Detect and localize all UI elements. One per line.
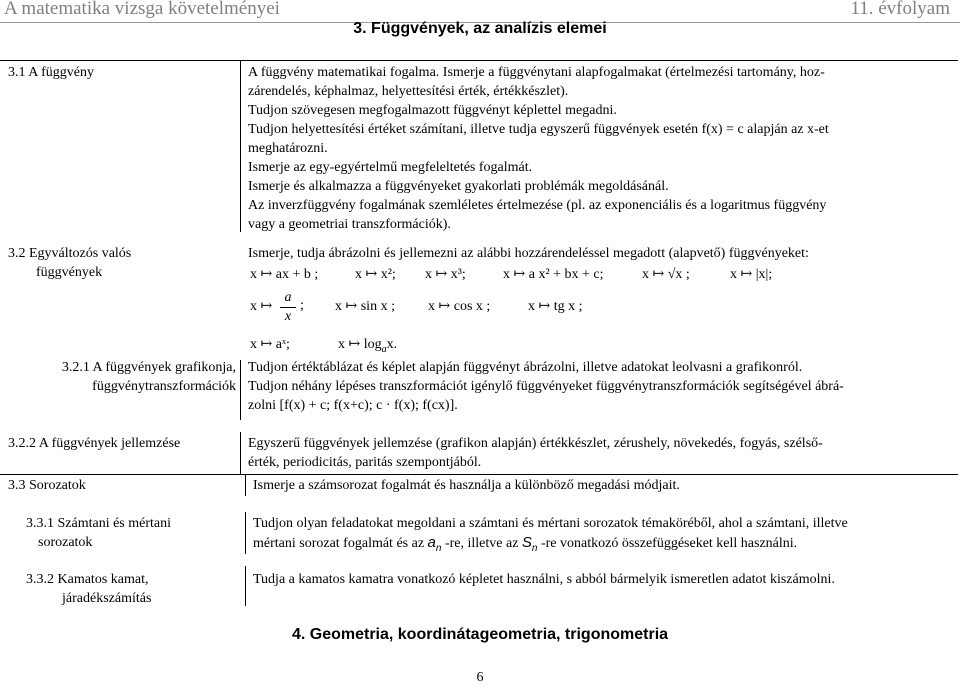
section-title: 3. Függvények, az analízis elemei <box>353 20 607 37</box>
formula-square: x ↦ x²; <box>355 267 396 282</box>
text-segment: mértani sorozat fogalmát és az <box>253 536 428 551</box>
formula-cube: x ↦ x³; <box>425 267 466 282</box>
label-line: 3.2 Egyváltozós valós <box>8 246 132 261</box>
text-segment: -re vonatkozó összefüggéseket kell használni. <box>537 536 798 551</box>
table-top-rule <box>0 60 958 61</box>
formula-logarithm <box>338 336 397 355</box>
term-s: S <box>521 534 532 551</box>
column-divider <box>245 474 246 496</box>
label-line: 3.2.1 A függvények grafikonja, <box>61 360 236 375</box>
row-description-3-3-1 <box>253 514 958 558</box>
row-description-3-2-2 <box>248 434 953 472</box>
term-s-subscript: n <box>531 542 538 554</box>
row-label-3-2-2: 3.2.2 A függvények jellemzése <box>8 436 181 451</box>
desc-line: meghatározni. <box>248 141 328 156</box>
label-line: 3.3.2 Kamatos kamat, <box>26 572 149 587</box>
desc-line: Egyszerű függvények jellemzése (grafikon alapján) értékkészlet, zérushely, növekedés, fogyás, szélső- <box>248 436 823 451</box>
running-header-title: A matematika vizsga követelményei <box>4 0 280 19</box>
row-description-3-3-2: Tudja a kamatos kamatra vonatkozó képletet használni, s abból bármelyik ismeretlen adatot kiszámolni. <box>253 572 835 587</box>
log-text: x ↦ log <box>338 337 382 352</box>
desc-line: Ismerje az egy-egyértelmű megfeleltetés fogalmát. <box>248 160 533 175</box>
formula-sqrt: x ↦ √x ; <box>642 267 690 282</box>
next-section-title: 4. Geometria, koordinátageometria, trigonometria <box>291 626 669 643</box>
formula-reciprocal-end: ; <box>300 298 304 313</box>
desc-line: vagy a geometriai transzformációk). <box>248 217 451 232</box>
row-intro-3-2: Ismerje, tudja ábrázolni és jellemezni az alábbi hozzárendeléssel megadott (alapvető) függvényeket: <box>248 246 809 261</box>
label-line: sorozatok <box>38 535 93 550</box>
log-arg: x. <box>386 337 398 352</box>
row-label-3-1: 3.1 A függvény <box>8 65 94 80</box>
desc-line <box>253 533 958 558</box>
term-a-subscript: n <box>435 542 442 554</box>
text-segment: -re, illetve az <box>441 536 522 551</box>
column-divider <box>240 60 241 232</box>
desc-line: Ismerje és alkalmazza a függvényeket gyakorlati problémák megoldásánál. <box>248 179 669 194</box>
fraction-bar <box>280 307 296 308</box>
desc-line: Tudjon szövegesen megfogalmazott függvényt képlettel megadni. <box>248 103 617 118</box>
term-a: a <box>427 534 436 551</box>
row-label-3-2-1 <box>8 358 236 396</box>
running-header-grade: 11. évfolyam <box>850 0 950 19</box>
label-line: járadékszámítás <box>62 591 152 606</box>
formula-reciprocal-lhs: x ↦ <box>250 299 273 314</box>
formula-reciprocal-fraction <box>280 290 296 325</box>
row-label-3-3-1 <box>26 514 171 552</box>
formula-exponential: x ↦ aˣ; <box>250 337 290 352</box>
column-divider <box>240 360 241 420</box>
desc-line: zárendelés, képhalmaz, helyettesítési érték, értékkészlet). <box>248 84 569 99</box>
formula-linear: x ↦ ax + b ; <box>250 267 319 282</box>
formula-sin: x ↦ sin x ; <box>335 299 395 314</box>
page-number: 6 <box>476 670 484 685</box>
row-rule <box>0 474 958 475</box>
row-label-3-3-2 <box>26 570 151 608</box>
desc-line: Tudjon helyettesítési értéket számítani, illetve tudja egyszerű függvények esetén f(x) = c alapján az x-et <box>248 122 829 137</box>
row-description-3-2-1 <box>248 358 953 415</box>
desc-line: Tudjon olyan feladatokat megoldani a számtani és mértani sorozatok témaköréből, ahol a számtani, illetve <box>253 516 848 531</box>
fraction-numerator: a <box>284 290 292 305</box>
desc-line: Tudjon néhány lépéses transzformációt igénylő függvényeket függvénytranszformációk segítségével ábrá- <box>248 379 844 394</box>
formula-quadratic: x ↦ a x² + bx + c; <box>503 267 604 282</box>
formula-cos: x ↦ cos x ; <box>428 299 491 314</box>
label-line: függvénytranszformációk <box>92 379 236 394</box>
row-description-3-1 <box>248 63 953 234</box>
formula-abs: x ↦ |x|; <box>730 267 773 282</box>
row-description-3-3: Ismerje a számsorozat fogalmát és használja a különböző megadási módjait. <box>253 478 680 493</box>
column-divider <box>245 566 246 606</box>
row-label-3-3: 3.3 Sorozatok <box>8 478 86 493</box>
desc-line: Tudjon értéktáblázat és képlet alapján függvényt ábrázolni, illetve adatokat leolvasni a grafikonról. <box>248 360 803 375</box>
desc-line: zolni [f(x) + c; f(x+c); c · f(x); f(cx)]. <box>248 398 458 413</box>
desc-line: Az inverzfüggvény fogalmának szemléletes értelmezése (pl. az exponenciális és a logaritmus függvény <box>248 198 827 213</box>
fraction-denominator: x <box>284 309 292 324</box>
row-label-3-2 <box>8 244 131 282</box>
desc-line: érték, periodicitás, paritás szempontjából. <box>248 455 482 470</box>
column-divider <box>245 512 246 554</box>
column-divider <box>240 432 241 474</box>
label-line: függvények <box>36 265 103 280</box>
desc-line: A függvény matematikai fogalma. Ismerje a függvénytani alapfogalmakat (értelmezési tartomány, hoz- <box>248 65 825 80</box>
formula-tg: x ↦ tg x ; <box>528 299 583 314</box>
label-line: 3.3.1 Számtani és mértani <box>26 516 172 531</box>
log-base: a <box>381 343 387 355</box>
